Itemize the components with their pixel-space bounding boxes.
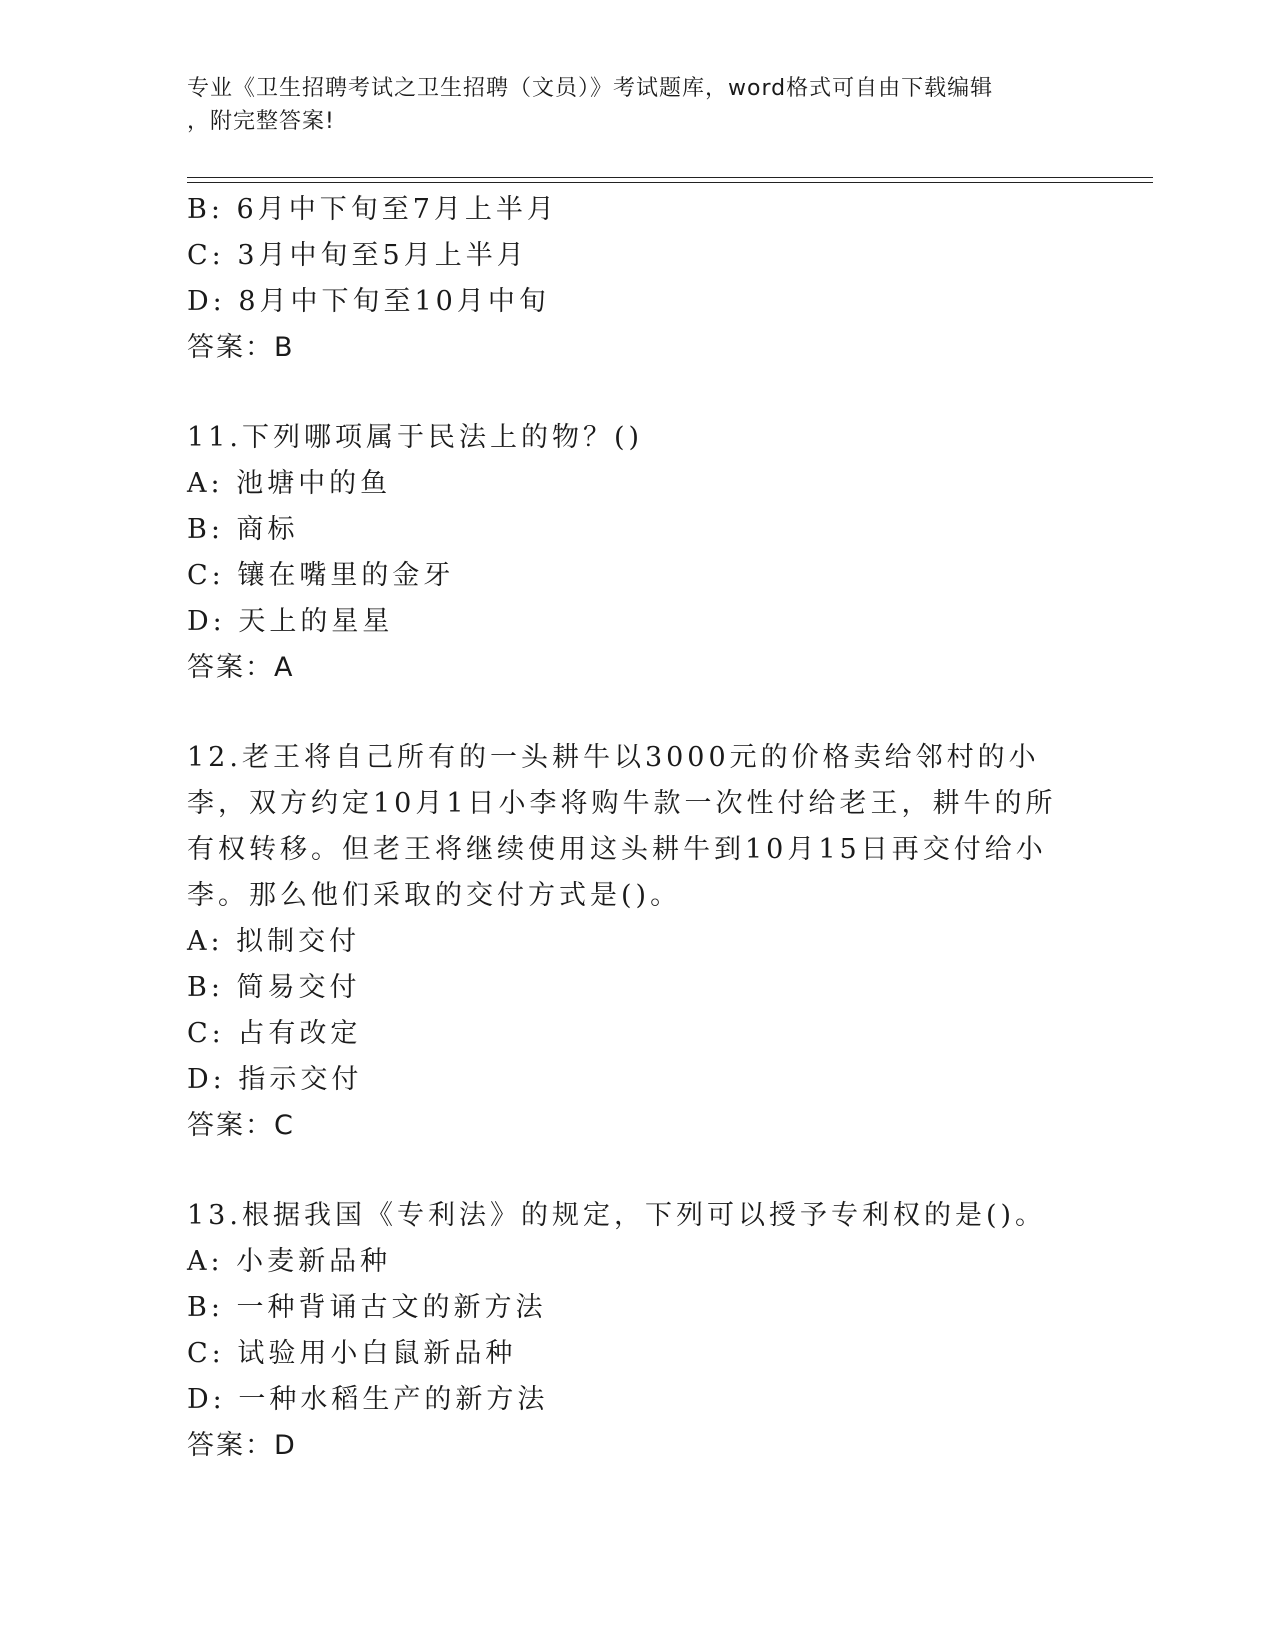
option-a: A: 小麦新品种 <box>187 1246 392 1277</box>
header-line-2: ，附完整答案! <box>187 109 335 134</box>
option-d: D: 一种水稻生产的新方法 <box>187 1384 549 1415</box>
header-line-1: 专业《卫生招聘考试之卫生招聘（文员）》考试题库，word格式可自由下载编辑 <box>187 76 994 101</box>
option-b: B: 一种背诵古文的新方法 <box>187 1292 547 1323</box>
question-text: 11.下列哪项属于民法上的物？() <box>187 422 644 453</box>
answer: 答案：C <box>187 1110 295 1141</box>
question-13 <box>187 1193 1077 1469</box>
question-list <box>187 187 1077 1469</box>
option-d: D: 天上的星星 <box>187 606 394 637</box>
option-a: A: 池塘中的鱼 <box>187 468 392 499</box>
option-c: C: 占有改定 <box>187 1018 362 1049</box>
header-divider-top <box>187 177 1153 178</box>
option-b: B: 6月中下旬至7月上半月 <box>187 194 558 225</box>
option-c: C: 试验用小白鼠新品种 <box>187 1338 517 1369</box>
answer: 答案：A <box>187 652 295 683</box>
question-text: 12.老王将自己所有的一头耕牛以3000元的价格卖给邻村的小李，双方约定10月1日小李将购牛款一次性付给老王，耕牛的所有权转移。但老王将继续使用这头耕牛到10月15日再交付给小李。那么他们采取的交付方式是()。 <box>187 742 1057 911</box>
question-text: 13.根据我国《专利法》的规定，下列可以授予专利权的是()。 <box>187 1200 1047 1231</box>
option-b: B: 商标 <box>187 514 299 545</box>
option-b: B: 简易交付 <box>187 972 361 1003</box>
question-10 <box>187 187 1077 371</box>
header-divider-bottom <box>187 182 1153 183</box>
option-c: C: 3月中旬至5月上半月 <box>187 240 528 271</box>
option-a: A: 拟制交付 <box>187 926 361 957</box>
answer: 答案：B <box>187 332 295 363</box>
option-c: C: 镶在嘴里的金牙 <box>187 560 455 591</box>
option-d: D: 指示交付 <box>187 1064 363 1095</box>
answer: 答案：D <box>187 1430 297 1461</box>
option-d: D: 8月中下旬至10月中旬 <box>187 286 550 317</box>
question-11 <box>187 415 1077 691</box>
question-12 <box>187 735 1077 1149</box>
document-header <box>187 72 1067 138</box>
